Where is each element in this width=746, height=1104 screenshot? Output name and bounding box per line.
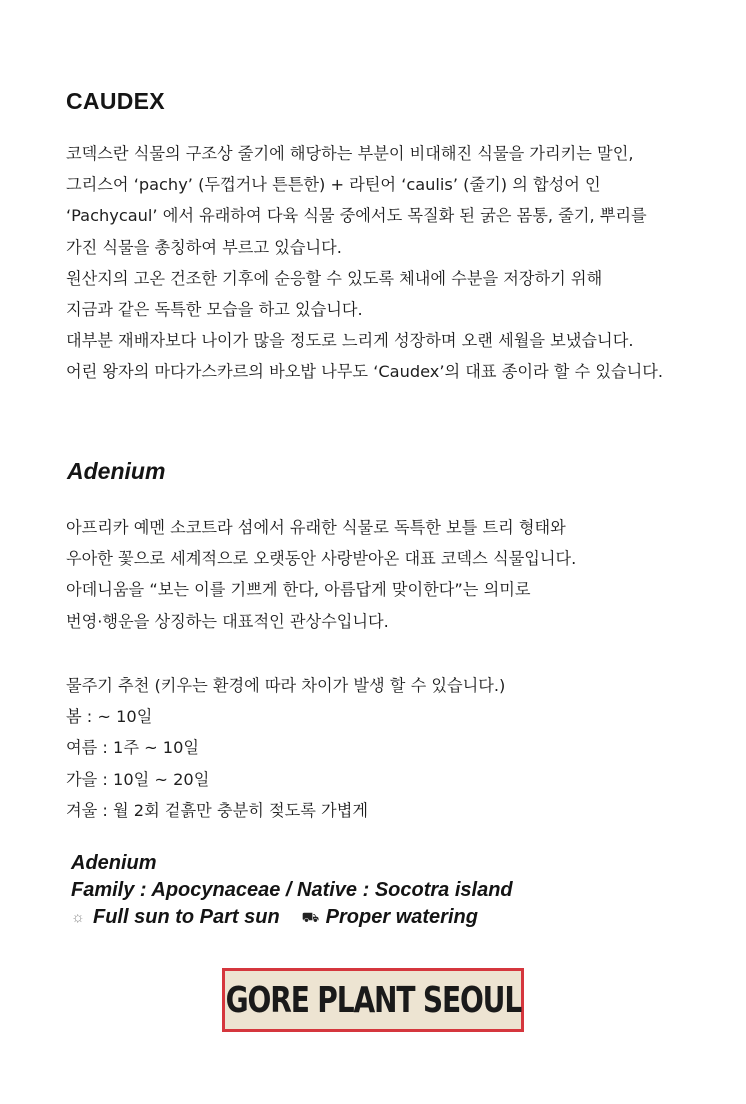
watering-winter: 겨울 : 월 2회 겉흙만 충분히 젖도록 가볍게 — [66, 800, 368, 820]
brand-logo — [222, 968, 524, 1032]
caudex-line: 코덱스란 식물의 구조상 줄기에 해당하는 부분이 비대해진 식물을 가리키는 말인, — [66, 144, 634, 163]
water-label: Proper watering — [325, 906, 478, 928]
watering-can-icon: ⛟ — [301, 909, 320, 925]
care-line — [71, 904, 513, 931]
adenium-line: 아데니움을 “보는 이를 기쁘게 한다, 아름답게 맞이한다”는 의미로 — [66, 580, 531, 600]
caudex-line: 대부분 재배자보다 나이가 많을 정도로 느리게 성장하며 오랜 세월을 보냈습니다. — [66, 331, 634, 351]
adenium-heading: Adenium — [67, 458, 166, 484]
caudex-line: 지금과 같은 독특한 모습을 하고 있습니다. — [66, 299, 363, 319]
watering-spring: 봄 : ~ 10일 — [66, 707, 153, 727]
caudex-line: 어린 왕자의 마다가스카르의 바오밥 나무도 ‘Caudex’의 대표 종이라 할 수 있습니다. — [66, 362, 664, 382]
watering-guide — [66, 670, 505, 826]
adenium-line: 아프리카 예멘 소코트라 섬에서 유래한 식물로 독특한 보틀 트리 형태와 — [66, 518, 566, 537]
plant-info — [71, 850, 513, 931]
sun-label: Full sun to Part sun — [93, 906, 280, 928]
caudex-heading: CAUDEX — [66, 88, 165, 114]
watering-intro: 물주기 추천 (키우는 환경에 따라 차이가 발생 할 수 있습니다.) — [66, 676, 506, 695]
caudex-line: ‘Pachycaul’ 에서 유래하여 다육 식물 중에서도 목질화 된 굵은 몸통, 줄기, 뿌리를 — [66, 206, 647, 226]
caudex-line: 가진 식물을 총칭하여 부르고 있습니다. — [66, 237, 342, 257]
caudex-description — [66, 138, 663, 388]
watering-summer: 여름 : 1주 ~ 10일 — [66, 738, 200, 758]
watering-autumn: 가을 : 10일 ~ 20일 — [66, 769, 210, 789]
caudex-line: 그리스어 ‘pachy’ (두껍거나 튼튼한) + 라틴어 ‘caulis’ (줄기) 의 합성어 인 — [66, 175, 601, 195]
adenium-line: 우아한 꽃으로 세계적으로 오랫동안 사랑받아온 대표 코덱스 식물입니다. — [66, 549, 577, 569]
brand-logo-text: GORE PLANT SEOUL — [225, 979, 521, 1021]
adenium-description — [66, 512, 576, 637]
sun-icon: ☼ — [71, 909, 85, 926]
plant-name: Adenium — [71, 852, 157, 874]
caudex-line: 원산지의 고온 건조한 기후에 순응할 수 있도록 체내에 수분을 저장하기 위해 — [66, 268, 603, 288]
adenium-line: 번영·행운을 상징하는 대표적인 관상수입니다. — [66, 611, 389, 631]
family-native-line: Family : Apocynaceae / Native : Socotra island — [71, 879, 513, 901]
